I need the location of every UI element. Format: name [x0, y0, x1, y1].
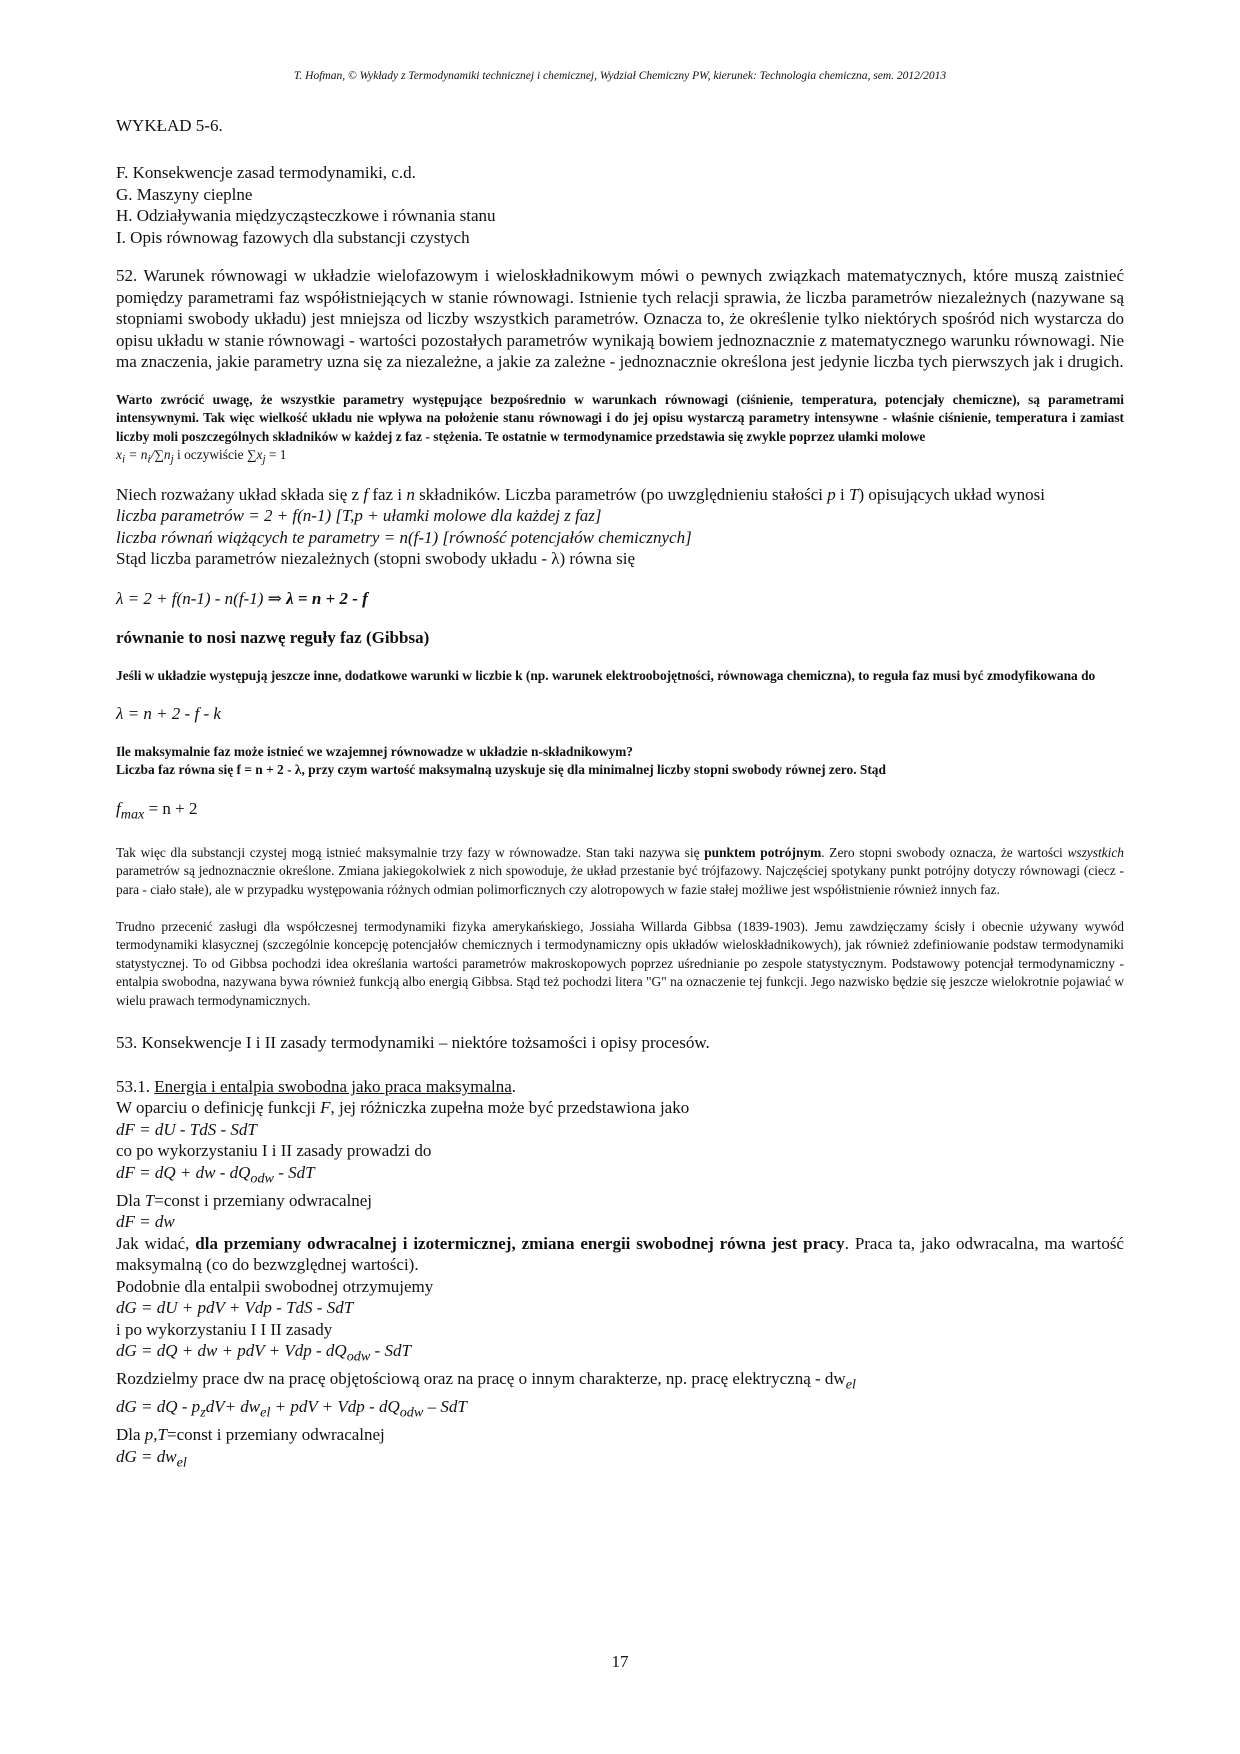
eq-part: /∑n [150, 447, 171, 463]
degrees-of-freedom-line: Stąd liczba parametrów niezależnych (stopni swobody układu - λ) równa się [116, 549, 636, 569]
equation-mole-fractions [116, 446, 1124, 469]
note-extra-conditions: Jeśli w układzie występują jeszcze inne, dodatkowe warunki w liczbie k (np. warunek elektroobojętności, równowaga chemiczna), to reguła faz musi być zmodyfikowana do [116, 667, 1096, 683]
eq-part: dG = dQ - p [116, 1397, 201, 1417]
text-run: punktem potrójnym [704, 844, 822, 860]
table-of-contents [116, 162, 1124, 248]
lecture-title: WYKŁAD 5-6. [116, 116, 223, 135]
text-run: Rozdzielmy prace dw na pracę objętościową oraz na pracę o innym charakterze, np. pracę elektryczną - dw [116, 1369, 846, 1389]
text-line [116, 1233, 1124, 1276]
eq-part: i oczywiście [173, 447, 247, 463]
text-run: parametrów są jednoznacznie określone. Zmiana jakiegokolwiek z nich spowoduje, że układ przestanie być trójfazowy. Najczęściej spotykany punkt potrójny dotyczy równowagi (ciecz - para - ciało stałe), ale w przypadku występowania różnych odmian polimorficznych czy alotropowych w fazie stałej możliwe jest współistnienie również innych faz. [116, 863, 1124, 897]
eq-part: λ = n + 2 - f [286, 588, 368, 608]
document-page [116, 70, 1124, 1473]
note-gibbs-biography: Trudno przecenić zasługi dla współczesnej termodynamiki fizyka amerykańskiego, Jossiaha Willarda Gibbsa (1839-1903). Jemu zawdzięczamy ścisły i obecnie używany wywód termodynamiki klasycznej (szczególnie koncepcję potencjałów chemicznych i termodynamiczny opis układów wieloskładnikowych), jak również zdefiniowanie podstaw termodynamiki statystycznej. To od Gibbsa pochodzi idea określania wartości parametrów makroskopowych poprzez uśrednianie po zespole statystycznym. Podstawowy potencjał termodynamiczny - entalpia swobodna, nazywana bywa również funkcją albo energią Gibbsa. Stąd też pochodzi litera "G" na oznaczenie tej funkcji. Jego nazwisko będzie się jeszcze wielokrotnie pojawiać w wielu prawach termodynamicznych. [116, 918, 1124, 1008]
text-run: i [835, 484, 849, 504]
equation-line [116, 1340, 1124, 1368]
text-run: 53.1. [116, 1076, 155, 1096]
toc-item: I. Opis równowag fazowych dla substancji czystych [116, 227, 470, 247]
section-53-heading: 53. Konsekwencje I i II zasady termodynamiki – niektóre tożsamości i opisy procesów. [116, 1033, 710, 1053]
eq-sub: el [845, 1376, 856, 1393]
question-max-phases: Ile maksymalnie faz może istnieć we wzajemnej równowadze w układzie n-składnikowym? [116, 743, 633, 759]
parameter-count-line: liczba parametrów = 2 + f(n-1) [T,p + ułamki molowe dla każdej z faz] [116, 506, 602, 526]
eq-sub: odw [399, 1404, 424, 1421]
eq-part: - SdT [370, 1341, 411, 1361]
eq-sub: j [262, 453, 266, 466]
eq-sub: z [200, 1404, 206, 1421]
text-run: Tak więc dla substancji czystej mogą istnieć maksymalnie trzy fazy w równowadze. Stan taki nazywa się [116, 844, 705, 860]
text-run: Dla [116, 1425, 145, 1445]
text-run: . Praca ta, jako odwracalna, ma wartość maksymalną (co do bezwzględnej wartości). [116, 1233, 1124, 1275]
toc-item: F. Konsekwencje zasad termodynamiki, c.d. [116, 163, 416, 182]
text-run: =const i przemiany odwracalnej [154, 1190, 373, 1210]
text-line [116, 1368, 1124, 1396]
gibbs-phase-rule-heading: równanie to nosi nazwę reguły faz (Gibbsa) [116, 628, 430, 648]
text-line: co po wykorzystaniu I i II zasady prowadzi do [116, 1141, 432, 1161]
equation-line: dG = dU + pdV + Vdp - TdS - SdT [116, 1298, 354, 1318]
equation-line [116, 1162, 1124, 1190]
text-run: F [320, 1098, 331, 1118]
eq-sub: odw [346, 1348, 371, 1365]
eq-sub: odw [250, 1170, 274, 1187]
equation-line [116, 1446, 1124, 1474]
equation-count-line: liczba równań wiążących te parametry = n(f-1) [równość potencjałów chemicznych] [116, 527, 692, 547]
eq-sub: j [170, 453, 174, 466]
note-triple-point [116, 844, 1124, 900]
text-line [116, 1190, 1124, 1212]
text-run: W oparciu o definicję funkcji [116, 1098, 321, 1118]
page-number: 17 [611, 1652, 629, 1671]
text-run: p [827, 484, 836, 504]
eq-part: – SdT [423, 1397, 467, 1417]
text-run: faz i [368, 484, 407, 504]
equation-lambda [116, 588, 1124, 610]
eq-part: = n [125, 447, 148, 463]
text-run: n [406, 484, 415, 504]
text-run: p,T [144, 1425, 168, 1445]
text-run: Energia i entalpia swobodna jako praca maksymalna [154, 1076, 512, 1096]
eq-sub: el [260, 1404, 271, 1421]
equation-fmax [116, 798, 1124, 826]
eq-part: = 1 [265, 447, 287, 463]
eq-part: ∑x [246, 447, 263, 463]
text-run: . [511, 1076, 517, 1096]
text-run: Niech rozważany układ składa się z [116, 484, 364, 504]
text-line: i po wykorzystaniu I I II zasady [116, 1319, 333, 1339]
equation-lambda-k: λ = n + 2 - f - k [116, 704, 221, 724]
eq-part: dF = dQ + dw - dQ [116, 1162, 251, 1182]
text-run: . Zero stopni swobody oznacza, że wartości [821, 844, 1068, 860]
running-header: T. Hofman, © Wykłady z Termodynamiki technicznej i chemicznej, Wydział Chemiczny PW, kierunek: Technologia chemiczna, sem. 2012/2013 [293, 70, 947, 82]
eq-part: = n + 2 [144, 798, 198, 818]
text-run: f [363, 484, 369, 504]
toc-item: G. Maszyny cieplne [116, 184, 253, 204]
text-run: ) opisujących układ wynosi [858, 484, 1045, 504]
text-line: Podobnie dla entalpii swobodnej otrzymujemy [116, 1276, 434, 1296]
toc-item: H. Odziaływania międzycząsteczkowe i równania stanu [116, 206, 496, 225]
eq-part: dV+ dw [205, 1397, 261, 1417]
answer-max-phases: Liczba faz równa się f = n + 2 - λ, przy czym wartość maksymalną uzyskuje się dla minimalnej liczby stopni swobody równej zero. Stąd [116, 762, 886, 778]
equation-line: dF = dU - TdS - SdT [116, 1119, 257, 1139]
equation-line [116, 1396, 1124, 1424]
text-run: składników. Liczba parametrów (po uwzględnieniu stałości [414, 484, 828, 504]
text-line [116, 1424, 1124, 1446]
text-run: Jak widać, [116, 1233, 196, 1253]
text-run: , jej różniczka zupełna może być przedstawiona jako [330, 1098, 690, 1118]
eq-part: dG = dw [116, 1446, 177, 1466]
text-run: =const i przemiany odwracalnej [167, 1425, 385, 1445]
eq-sub: max [120, 806, 145, 823]
text-line [116, 1097, 1124, 1119]
equation-line: dF = dw [116, 1212, 175, 1232]
phase-count-paragraph [116, 484, 1124, 506]
eq-part: + pdV + Vdp - dQ [270, 1397, 400, 1417]
eq-part: x [116, 447, 122, 463]
eq-part: λ = 2 + f(n-1) - n(f-1) ⇒ [116, 588, 287, 608]
section-52-paragraph: 52. Warunek równowagi w układzie wielofazowym i wieloskładnikowym mówi o pewnych związkach matematycznych, które muszą zaistnieć pomiędzy parametrami faz współistniejących w stanie równowagi. Istnienie tych relacji sprawia, że liczba parametrów niezależnych (nazywane są stopniami swobody układu) jest mniejsza od liczby wszystkich parametrów. Oznacza to, że określenie tylko niektórych spośród nich wystarcza do opisu układu w stanie równowagi - wartości pozostałych parametrów wynikają bowiem jednoznacznie z matematycznego warunku równowagi. Nie ma znaczenia, jakie parametry uzna się za niezależne, a jakie za zależne - jednoznacznie określona jest jedynie liczba tych pierwszych jak i drugich. [116, 266, 1124, 371]
text-run: wszystkich [1067, 844, 1124, 860]
eq-part: f [116, 798, 121, 818]
text-run: T [849, 484, 859, 504]
text-run: T [144, 1190, 155, 1210]
eq-sub: el [176, 1453, 187, 1470]
eq-sub: i [121, 453, 126, 466]
section-531-heading [116, 1076, 1124, 1098]
eq-part: - SdT [274, 1162, 315, 1182]
eq-part: dG = dQ + dw + pdV + Vdp - dQ [116, 1341, 347, 1361]
text-run: Dla [116, 1190, 145, 1210]
note-intensive-parameters: Warto zwrócić uwagę, że wszystkie parametry występujące bezpośrednio w warunkach równowagi (ciśnienie, temperatura, potencjały chemiczne), są parametrami intensywnymi. Tak więc wielkość układu nie wpływa na położenie stanu równowagi i do jej opisu wystarczą parametry intensywne - właśnie ciśnienie, temperatura i zamiast liczby moli poszczególnych składników w każdej z faz - stężenia. Te ostatnie w termodynamice przedstawia się zwykle poprzez ułamki molowe [116, 391, 1124, 444]
eq-sub: i [147, 453, 151, 466]
text-run: dla przemiany odwracalnej i izotermicznej, zmiana energii swobodnej równa jest pracy [195, 1233, 845, 1253]
